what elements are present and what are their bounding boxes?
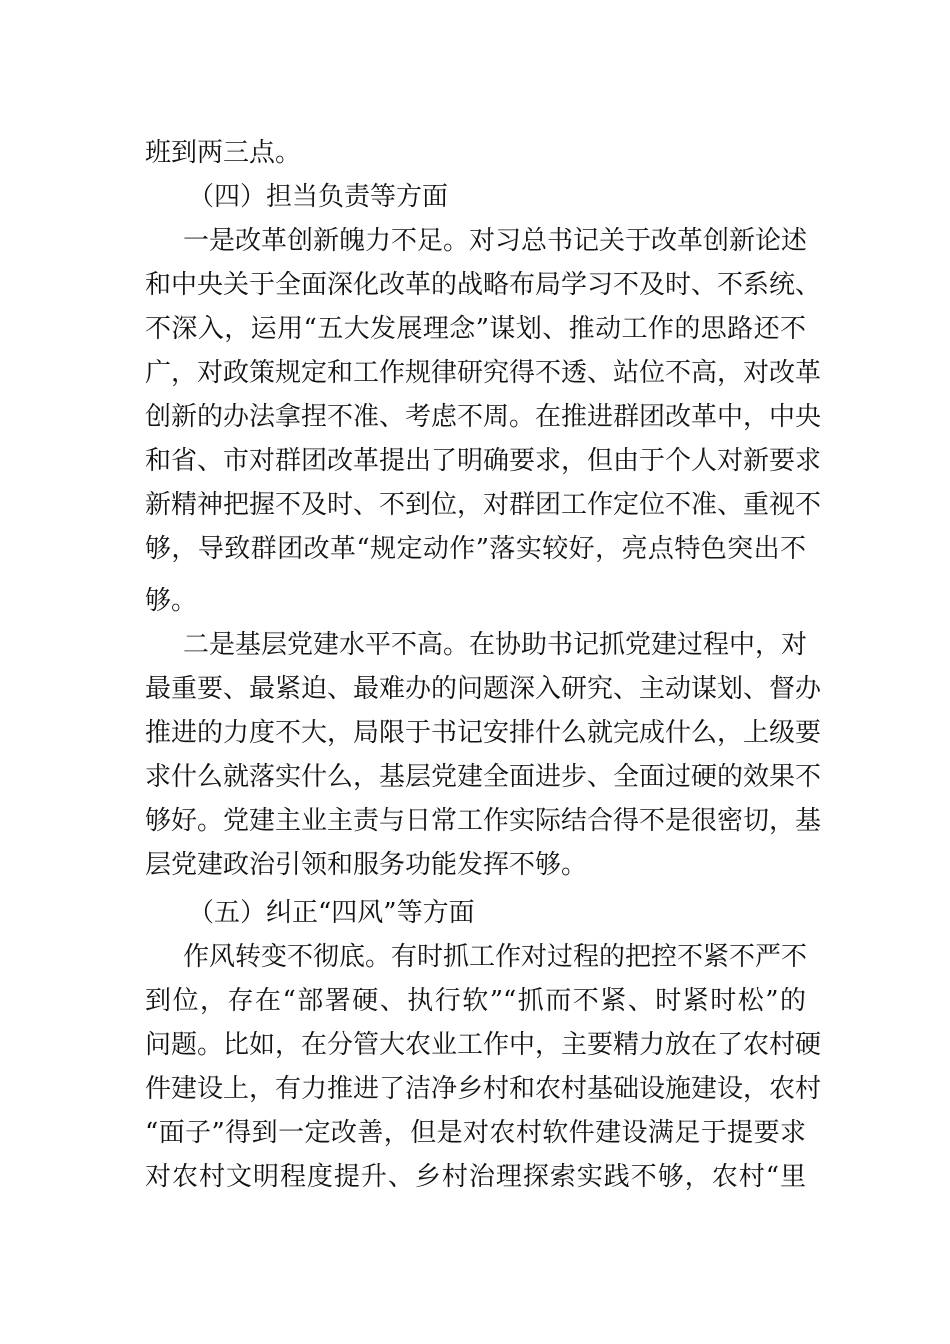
text-line: 问题。比如，在分管大农业工作中，主要精力放在了农村硬 — [145, 1030, 822, 1060]
text-line: 广，对政策规定和工作规律研究得不透、站位不高，对改革 — [145, 358, 822, 388]
text-line: 作风转变不彻底。有时抓工作对过程的把控不紧不严不 — [183, 942, 808, 972]
text-line: 最重要、最紧迫、最难办的问题深入研究、主动谋划、督办 — [145, 674, 822, 704]
text-line: 够，导致群团改革“规定动作”落实较好，亮点特色突出不 — [145, 534, 806, 564]
text-line: 到位，存在“部署硬、执行软”“抓而不紧、时紧时松”的 — [145, 986, 806, 1016]
text-line: 班到两三点。 — [145, 138, 302, 168]
text-line: 件建设上，有力推进了洁净乡村和农村基础设施建设，农村 — [145, 1074, 822, 1104]
text-line: 新精神把握不及时、不到位，对群团工作定位不准、重视不 — [145, 490, 822, 520]
text-line: 够。 — [145, 586, 198, 616]
section-heading: （四）担当负责等方面 — [188, 182, 449, 212]
text-line: “面子”得到一定改善，但是对农村软件建设满足于提要求 — [145, 1118, 806, 1148]
text-line: 创新的办法拿捏不准、考虑不周。在推进群团改革中，中央 — [145, 402, 822, 432]
text-line: 二是基层党建水平不高。在协助书记抓党建过程中，对 — [183, 630, 808, 660]
text-line: 求什么就落实什么，基层党建全面进步、全面过硬的效果不 — [145, 762, 822, 792]
text-line: 和省、市对群团改革提出了明确要求，但由于个人对新要求 — [145, 446, 822, 476]
section-heading: （五）纠正“四风”等方面 — [188, 898, 475, 928]
text-line: 够好。党建主业主责与日常工作实际结合得不是很密切，基 — [145, 806, 822, 836]
text-line: 层党建政治引领和服务功能发挥不够。 — [145, 850, 588, 880]
text-line: 一是改革创新魄力不足。对习总书记关于改革创新论述 — [183, 226, 808, 256]
text-line: 推进的力度不大，局限于书记安排什么就完成什么，上级要 — [145, 718, 822, 748]
text-line: 和中央关于全面深化改革的战略布局学习不及时、不系统、 — [145, 270, 822, 300]
text-line: 对农村文明程度提升、乡村治理探索实践不够，农村“里 — [145, 1162, 806, 1192]
text-line: 不深入，运用“五大发展理念”谋划、推动工作的思路还不 — [145, 314, 806, 344]
